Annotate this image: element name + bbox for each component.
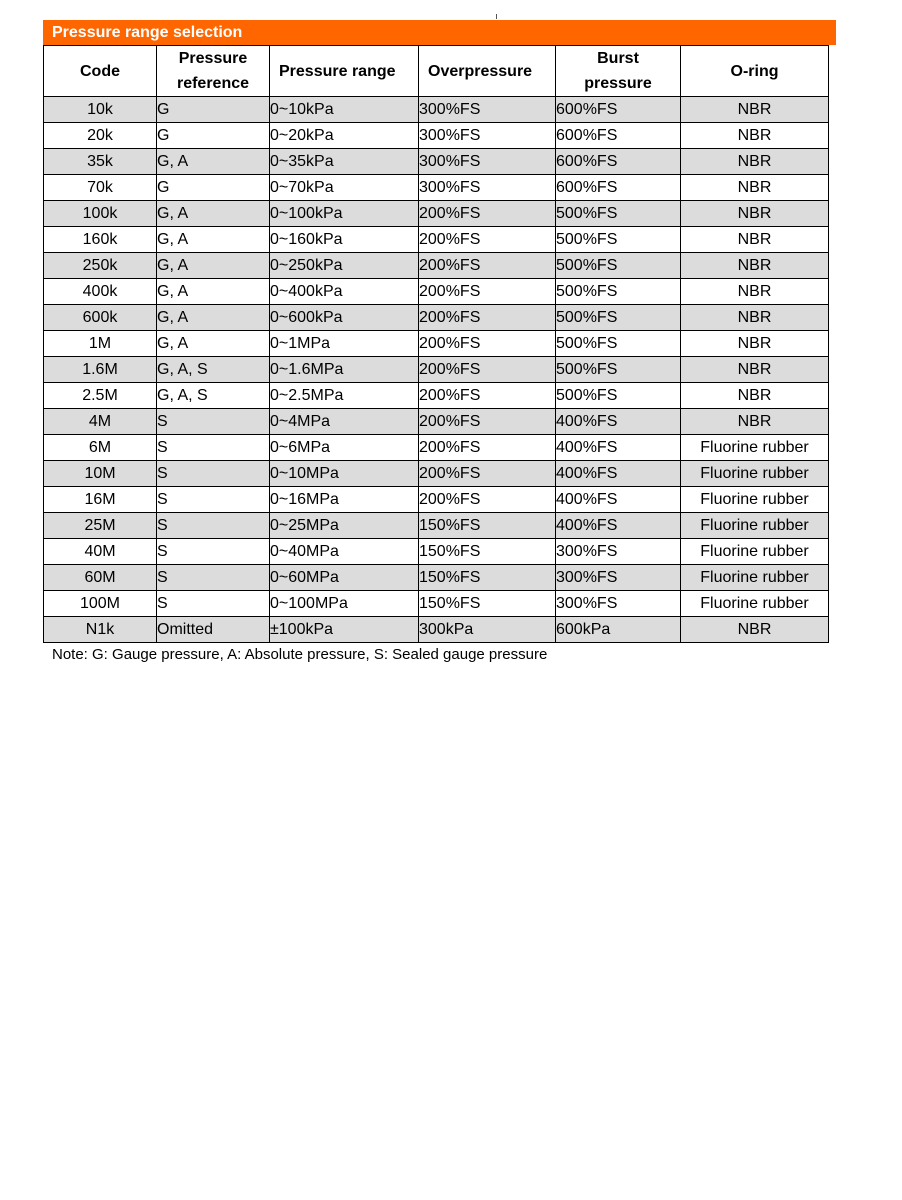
cell-overpressure: 200%FS — [419, 253, 556, 279]
table-row — [44, 227, 829, 253]
header-burst-line2: pressure — [584, 75, 652, 92]
cell-overpressure: 200%FS — [419, 383, 556, 409]
header-burst-pressure — [556, 46, 681, 97]
cell-overpressure: 300%FS — [419, 97, 556, 123]
cell-pressure-range: 0~40MPa — [270, 539, 419, 565]
cell-pressure-reference: S — [157, 409, 270, 435]
cell-pressure-reference: G — [157, 175, 270, 201]
cell-code: 600k — [44, 305, 157, 331]
cell-o-ring: Fluorine rubber — [681, 565, 829, 591]
cell-pressure-reference: G, A — [157, 331, 270, 357]
cell-code: N1k — [44, 617, 157, 643]
cell-overpressure: 200%FS — [419, 305, 556, 331]
table-row — [44, 279, 829, 305]
cell-burst-pressure: 300%FS — [556, 539, 681, 565]
cell-pressure-range: 0~4MPa — [270, 409, 419, 435]
table-row — [44, 175, 829, 201]
table-row — [44, 435, 829, 461]
cell-overpressure: 300%FS — [419, 149, 556, 175]
cell-burst-pressure: 400%FS — [556, 435, 681, 461]
cell-burst-pressure: 500%FS — [556, 357, 681, 383]
cell-pressure-range: 0~100MPa — [270, 591, 419, 617]
cell-pressure-reference: G, A — [157, 279, 270, 305]
cell-burst-pressure: 400%FS — [556, 409, 681, 435]
table-row — [44, 565, 829, 591]
cell-o-ring: NBR — [681, 279, 829, 305]
table-row — [44, 383, 829, 409]
cell-pressure-reference: G — [157, 123, 270, 149]
cell-code: 40M — [44, 539, 157, 565]
header-burst-line1: Burst — [597, 50, 639, 67]
cell-o-ring: Fluorine rubber — [681, 461, 829, 487]
header-pressure-reference-line1: Pressure — [178, 50, 248, 67]
cell-pressure-range: 0~25MPa — [270, 513, 419, 539]
cell-pressure-range: 0~2.5MPa — [270, 383, 419, 409]
table-row — [44, 513, 829, 539]
cell-code: 10k — [44, 97, 157, 123]
cell-burst-pressure: 600%FS — [556, 175, 681, 201]
cell-pressure-range: 0~10kPa — [270, 97, 419, 123]
table-row — [44, 201, 829, 227]
table-header-row — [44, 46, 829, 97]
cell-pressure-range: 0~400kPa — [270, 279, 419, 305]
cell-code: 2.5M — [44, 383, 157, 409]
cell-o-ring: Fluorine rubber — [681, 487, 829, 513]
cell-overpressure: 200%FS — [419, 357, 556, 383]
cell-o-ring: Fluorine rubber — [681, 435, 829, 461]
footnote: Note: G: Gauge pressure, A: Absolute pressure, S: Sealed gauge pressure — [52, 646, 548, 663]
section-title: Pressure range selection — [43, 20, 836, 45]
cell-burst-pressure: 300%FS — [556, 591, 681, 617]
cell-pressure-reference: S — [157, 513, 270, 539]
cell-o-ring: NBR — [681, 305, 829, 331]
cell-o-ring: NBR — [681, 617, 829, 643]
cell-pressure-reference: S — [157, 539, 270, 565]
header-pressure-reference — [157, 46, 270, 97]
cell-overpressure: 150%FS — [419, 591, 556, 617]
table-row — [44, 331, 829, 357]
cell-code: 70k — [44, 175, 157, 201]
cell-burst-pressure: 500%FS — [556, 227, 681, 253]
cell-code: 25M — [44, 513, 157, 539]
cell-burst-pressure: 400%FS — [556, 487, 681, 513]
cell-pressure-range: 0~70kPa — [270, 175, 419, 201]
cell-o-ring: NBR — [681, 357, 829, 383]
cell-burst-pressure: 500%FS — [556, 279, 681, 305]
cell-code: 35k — [44, 149, 157, 175]
cell-pressure-reference: G, A — [157, 305, 270, 331]
cell-code: 16M — [44, 487, 157, 513]
cell-burst-pressure: 600%FS — [556, 123, 681, 149]
cell-pressure-range: 0~35kPa — [270, 149, 419, 175]
cell-code: 160k — [44, 227, 157, 253]
cell-o-ring: NBR — [681, 149, 829, 175]
header-o-ring: O-ring — [681, 46, 829, 97]
header-code: Code — [44, 46, 157, 97]
cell-pressure-range: 0~60MPa — [270, 565, 419, 591]
table-row — [44, 149, 829, 175]
cell-burst-pressure: 600%FS — [556, 97, 681, 123]
cell-pressure-range: 0~100kPa — [270, 201, 419, 227]
cell-burst-pressure: 400%FS — [556, 461, 681, 487]
cell-pressure-reference: G, A — [157, 201, 270, 227]
cell-code: 20k — [44, 123, 157, 149]
header-pressure-reference-line2: reference — [176, 75, 250, 92]
cell-o-ring: NBR — [681, 227, 829, 253]
cell-pressure-reference: S — [157, 591, 270, 617]
cell-pressure-range: 0~160kPa — [270, 227, 419, 253]
cell-overpressure: 200%FS — [419, 227, 556, 253]
cell-overpressure: 200%FS — [419, 461, 556, 487]
cell-burst-pressure: 500%FS — [556, 253, 681, 279]
cell-pressure-range: ±100kPa — [270, 617, 419, 643]
cell-overpressure: 200%FS — [419, 409, 556, 435]
cell-o-ring: Fluorine rubber — [681, 513, 829, 539]
cell-code: 100k — [44, 201, 157, 227]
cell-overpressure: 300%FS — [419, 123, 556, 149]
cell-burst-pressure: 500%FS — [556, 383, 681, 409]
table-body — [44, 97, 829, 643]
top-tick-mark — [496, 14, 497, 19]
header-pressure-range: Pressure range — [270, 46, 419, 97]
cell-burst-pressure: 300%FS — [556, 565, 681, 591]
cell-pressure-reference: S — [157, 487, 270, 513]
cell-o-ring: NBR — [681, 331, 829, 357]
cell-pressure-range: 0~250kPa — [270, 253, 419, 279]
cell-burst-pressure: 600%FS — [556, 149, 681, 175]
cell-pressure-reference: S — [157, 435, 270, 461]
cell-pressure-reference: G — [157, 97, 270, 123]
cell-o-ring: Fluorine rubber — [681, 539, 829, 565]
cell-code: 4M — [44, 409, 157, 435]
table-row — [44, 123, 829, 149]
cell-o-ring: NBR — [681, 201, 829, 227]
table-row — [44, 617, 829, 643]
cell-pressure-range: 0~6MPa — [270, 435, 419, 461]
cell-pressure-range: 0~1.6MPa — [270, 357, 419, 383]
cell-o-ring: NBR — [681, 383, 829, 409]
cell-o-ring: NBR — [681, 97, 829, 123]
cell-pressure-reference: G, A — [157, 227, 270, 253]
cell-code: 60M — [44, 565, 157, 591]
cell-pressure-reference: G, A, S — [157, 357, 270, 383]
cell-overpressure: 200%FS — [419, 435, 556, 461]
cell-overpressure: 300kPa — [419, 617, 556, 643]
cell-code: 10M — [44, 461, 157, 487]
cell-code: 100M — [44, 591, 157, 617]
cell-o-ring: Fluorine rubber — [681, 591, 829, 617]
cell-pressure-range: 0~10MPa — [270, 461, 419, 487]
cell-pressure-reference: G, A, S — [157, 383, 270, 409]
table-row — [44, 487, 829, 513]
cell-o-ring: NBR — [681, 409, 829, 435]
cell-overpressure: 150%FS — [419, 513, 556, 539]
cell-burst-pressure: 500%FS — [556, 201, 681, 227]
cell-overpressure: 150%FS — [419, 565, 556, 591]
cell-code: 6M — [44, 435, 157, 461]
cell-pressure-range: 0~600kPa — [270, 305, 419, 331]
cell-code: 250k — [44, 253, 157, 279]
cell-overpressure: 200%FS — [419, 201, 556, 227]
cell-o-ring: NBR — [681, 175, 829, 201]
cell-code: 1.6M — [44, 357, 157, 383]
cell-burst-pressure: 400%FS — [556, 513, 681, 539]
table-row — [44, 461, 829, 487]
cell-pressure-reference: S — [157, 565, 270, 591]
cell-o-ring: NBR — [681, 123, 829, 149]
header-overpressure: Overpressure — [419, 46, 556, 97]
cell-overpressure: 300%FS — [419, 175, 556, 201]
table-row — [44, 539, 829, 565]
cell-overpressure: 150%FS — [419, 539, 556, 565]
cell-pressure-range: 0~20kPa — [270, 123, 419, 149]
cell-overpressure: 200%FS — [419, 279, 556, 305]
cell-overpressure: 200%FS — [419, 331, 556, 357]
table-row — [44, 305, 829, 331]
cell-code: 1M — [44, 331, 157, 357]
pressure-range-table — [43, 45, 829, 643]
table-row — [44, 409, 829, 435]
cell-pressure-reference: S — [157, 461, 270, 487]
cell-pressure-reference: G, A — [157, 253, 270, 279]
cell-overpressure: 200%FS — [419, 487, 556, 513]
table-row — [44, 591, 829, 617]
table-row — [44, 357, 829, 383]
cell-pressure-range: 0~1MPa — [270, 331, 419, 357]
cell-burst-pressure: 600kPa — [556, 617, 681, 643]
cell-code: 400k — [44, 279, 157, 305]
cell-o-ring: NBR — [681, 253, 829, 279]
cell-burst-pressure: 500%FS — [556, 331, 681, 357]
table-row — [44, 253, 829, 279]
cell-pressure-reference: G, A — [157, 149, 270, 175]
cell-pressure-range: 0~16MPa — [270, 487, 419, 513]
table-row — [44, 97, 829, 123]
cell-burst-pressure: 500%FS — [556, 305, 681, 331]
cell-pressure-reference: Omitted — [157, 617, 270, 643]
